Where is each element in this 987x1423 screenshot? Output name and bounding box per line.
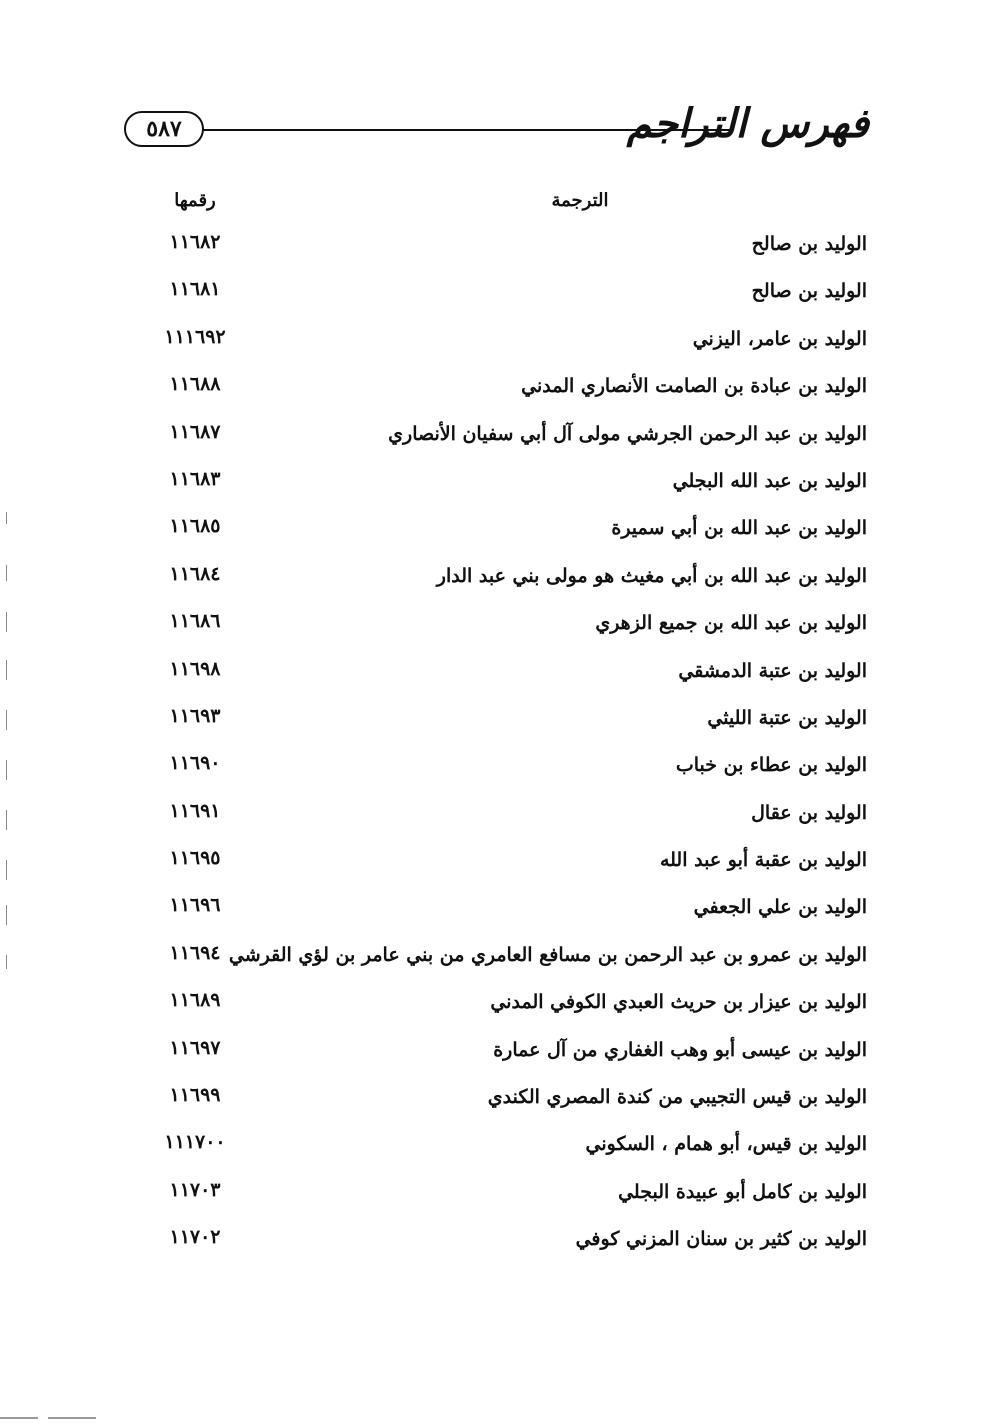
entry-name: الوليد بن كثير بن سنان المزني كوفي [575,1228,867,1251]
scan-mark [6,660,7,680]
page-number-badge [124,111,204,147]
header-rule [203,129,730,131]
entry-name: الوليد بن علي الجعفي [693,896,867,919]
list-item [0,1080,987,1127]
page-number: ٥٨٧ [146,116,182,142]
entry-name: الوليد بن عبد الرحمن الجرشي مولى آل أبي سفيان الأنصاري [388,422,867,445]
entry-name: الوليد بن عبد الله بن أبي مغيث هو مولى بني عبد الدار [436,564,867,587]
entry-number: ١١٧٠٢ [169,1226,221,1249]
list-item [0,890,987,937]
list-item [0,1127,987,1174]
list-item [0,464,987,511]
entry-number: ١١٦٩١ [169,799,221,822]
entry-number: ١١٦٩٨ [169,657,221,680]
scan-mark [6,512,7,524]
list-item [0,559,987,606]
entry-name: الوليد بن عقبة أبو عبد الله [659,849,867,872]
column-heading-entry: الترجمة [551,190,609,211]
entry-number: ١١٦٨٦ [169,610,221,633]
entry-name: الوليد بن عامر، اليزني [692,327,867,350]
entry-name: الوليد بن عبد الله بن أبي سميرة [611,517,867,540]
entry-number: ١١٦٩٤ [169,941,221,964]
entry-name: الوليد بن عقال [751,801,867,824]
scan-mark [6,710,7,730]
entry-number: ١١٦٩٥ [169,847,221,870]
entry-name: الوليد بن عيزار بن حريث العبدي الكوفي المدني [490,991,867,1014]
list-item [0,1033,987,1080]
scan-mark [6,760,7,780]
list-item [0,938,987,985]
entry-number: ١١٦٨٩ [169,989,221,1012]
scan-mark [6,810,7,830]
entry-name: الوليد بن عمرو بن عبد الرحمن بن مسافع العامري من بني عامر بن لؤي القرشي [228,943,867,966]
list-item [0,1175,987,1222]
entry-name: الوليد بن عطاء بن خباب [675,754,867,777]
page-title: فهرس التراجم [626,100,869,147]
list-item [0,701,987,748]
entry-number: ١١٦٩٦ [169,894,221,917]
entry-name: الوليد بن عبد الله بن جميع الزهري [595,612,867,635]
entry-number: ١١٦٩٧ [169,1036,221,1059]
scan-mark [6,612,7,632]
entry-number: ١١٦٨٣ [169,467,221,490]
entry-number: ١١٦٨٢ [169,231,221,253]
entry-name: الوليد بن عبادة بن الصامت الأنصاري المدني [521,375,867,398]
list-item [0,417,987,464]
scan-mark [6,860,7,880]
index-list [0,227,987,1270]
list-item [0,227,987,274]
entry-number: ١١٦٨٧ [169,420,221,443]
entry-name: الوليد بن عيسى أبو وهب الغفاري من آل عمارة [493,1038,867,1061]
entry-number: ١١٦٨١ [169,278,221,301]
list-item [0,796,987,843]
entry-name: الوليد بن عتبة الدمشقي [678,659,867,682]
entry-number: ١١٧٠٣ [169,1178,221,1201]
list-item [0,274,987,321]
scan-mark [6,955,7,969]
list-item [0,985,987,1032]
list-item [0,654,987,701]
list-item [0,322,987,369]
scan-mark [0,1417,38,1419]
list-item [0,511,987,558]
list-item [0,748,987,795]
scan-mark [48,1417,96,1419]
entry-number: ١١٦٨٨ [169,373,221,396]
list-item [0,843,987,890]
entry-name: الوليد بن قيس، أبو همام ، السكوني [585,1133,867,1156]
list-item [0,1222,987,1269]
entry-name: الوليد بن عبد الله البجلي [672,469,867,492]
list-item [0,369,987,416]
entry-number: ١١١٦٩٢ [164,325,226,348]
entry-number: ١١٦٨٥ [169,515,221,538]
list-item [0,606,987,653]
entry-number: ١١٦٩٩ [169,1084,221,1107]
column-heading-number: رقمها [174,190,216,211]
scan-mark [6,905,7,925]
entry-name: الوليد بن كامل أبو عبيدة البجلي [618,1180,867,1203]
entry-name: الوليد بن قيس التجيبي من كندة المصري الكندي [487,1086,867,1109]
entry-number: ١١٦٩٠ [169,752,221,775]
scan-mark [6,565,7,581]
entry-name: الوليد بن صالح [751,280,867,303]
entry-name: الوليد بن عتبة الليثي [707,706,867,729]
entry-number: ١١٦٩٣ [169,704,221,727]
entry-name: الوليد بن صالح [751,233,867,255]
entry-number: ١١٦٨٤ [169,562,221,585]
entry-number: ١١١٧٠٠ [164,1131,226,1154]
